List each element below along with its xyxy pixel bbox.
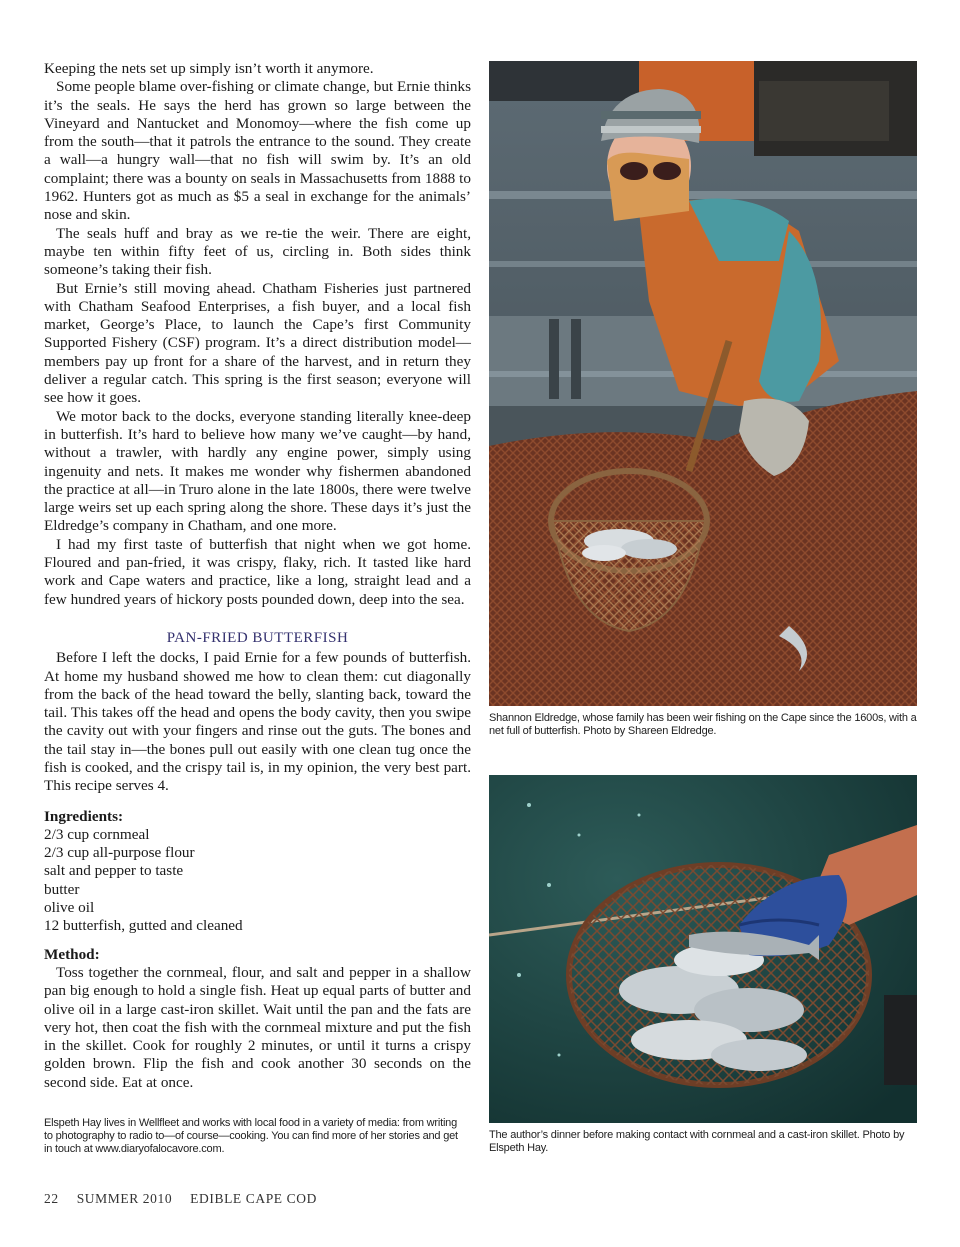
- recipe-intro: Before I left the docks, I paid Ernie for a few pounds of butterfish. At home my husband showed me how to clean them: cut diagonally from the back of the head toward the belly, slanting back, toward the tail. This takes off the head and opens the body cavity, then you swipe the cavity out with your fingers and rinse out the guts. The bones and the tail stay in—the bones pull out easily with one clean tug once the fish is cooked, and the crispy tail is, in my opinion, the very best part. This recipe serves 4.: [44, 649, 471, 795]
- page-footer: [44, 1191, 331, 1207]
- photo-fisherwoman-with-net: [489, 61, 917, 706]
- recipe-title: PAN-FRIED BUTTERFISH: [166, 629, 349, 646]
- ingredient-item: 2/3 cup all-purpose flour: [44, 844, 195, 862]
- article-paragraph: Some people blame over-fishing or climate change, but Ernie thinks it’s the seals. He says the herd has grown so large between the Vineyard and Nantucket and Monomoy—where the fish come up from the south—that it patrols the entrance to the sound. They create a wall—a hungry wall—that no fish will swim by. It’s an old complaint; there was a bounty on seals in Massachusetts from 1888 to 1962. Hunters got as much as $5 a seal in exchange for the animals’ nose and skin.: [44, 78, 471, 224]
- article-paragraph: We motor back to the docks, everyone standing literally knee-deep in butterfish. It’s hard to believe how many we’ve caught—by hand, without a trawler, with hardly any engine power, simply using ingenuity and nets. It makes me wonder why fishermen abandoned the practice at all—in Truro alone in the late 1800s, there were twelve large weirs set up each spring along the shore. These days it’s just the Eldredge’s company in Chatham, and one more.: [44, 407, 471, 535]
- photo-fisherwoman-illustration: [489, 61, 917, 706]
- author-bio: Elspeth Hay lives in Wellfleet and works with local food in a variety of media: from writing to photography to radio to—of course—cooking. You can find more of her stories and get in touch at www.diaryofalocavore.com.: [44, 1117, 458, 1155]
- ingredient-item: 12 butterfish, gutted and cleaned: [44, 917, 243, 935]
- method-text: Toss together the cornmeal, flour, and salt and pepper in a shallow pan big enough to hold a single fish. Heat up equal parts of butter and olive oil in a large cast-iron skillet. Wait until the pan and the fats are very hot, then coat the fish with the cornmeal mixture and put the fish in the skillet. Cook for roughly 2 minutes, or until it turns a crispy golden brown. Flip the fish and cook another 30 seconds on the second side. Eat at once.: [44, 963, 471, 1091]
- ingredient-item: salt and pepper to taste: [44, 862, 184, 880]
- article-paragraph: But Ernie’s still moving ahead. Chatham Fisheries just partnered with Chatham Seafood Enterprises, a fish buyer, and a local fish market, George’s Place, to launch the Cape’s first Community Supported Fishery (CSF) program. It’s a direct distribution model—members pay up front for a share of the harvest, and in return they deliver a regular catch. This spring is the first season; everyone will see how it goes.: [44, 279, 471, 407]
- article-column: [44, 60, 471, 1092]
- page-number: 22: [44, 1191, 59, 1206]
- publication-name: EDIBLE CAPE COD: [190, 1191, 317, 1206]
- ingredient-item: 2/3 cup cornmeal: [44, 825, 150, 843]
- issue-label: SUMMER 2010: [76, 1191, 173, 1206]
- article-paragraph: I had my first taste of butterfish that night when we got home. Floured and pan-fried, it was crispy, flaky, rich. It tasted like hard work and Cape waters and practice, like a long, straight lead and a few hundred years of hickory posts pounded down, deep into the sea.: [44, 535, 471, 608]
- article-paragraph: Keeping the nets set up simply isn’t worth it anymore.: [44, 60, 374, 77]
- article-paragraph: The seals huff and bray as we re-tie the weir. There are eight, maybe ten within fifty feet of us, circling in. Both sides think someone’s taking their fish.: [44, 224, 471, 279]
- ingredient-item: butter: [44, 880, 80, 898]
- ingredients-section: [44, 808, 471, 936]
- photo-butterfish-illustration: [489, 775, 917, 1123]
- method-heading: Method:: [44, 945, 100, 963]
- photo-butterfish-in-net: [489, 775, 917, 1123]
- ingredients-heading: Ingredients:: [44, 807, 124, 825]
- ingredient-item: olive oil: [44, 899, 95, 917]
- method-section: [44, 946, 471, 1092]
- photo2-caption: The author’s dinner before making contact with cornmeal and a cast-iron skillet. Photo by Elspeth Hay.: [489, 1129, 905, 1154]
- ingredients-list: [44, 826, 471, 936]
- photo1-caption: Shannon Eldredge, whose family has been weir fishing on the Cape since the 1600s, with a net full of butterfish. Photo by Shareen Eldredge.: [489, 712, 917, 737]
